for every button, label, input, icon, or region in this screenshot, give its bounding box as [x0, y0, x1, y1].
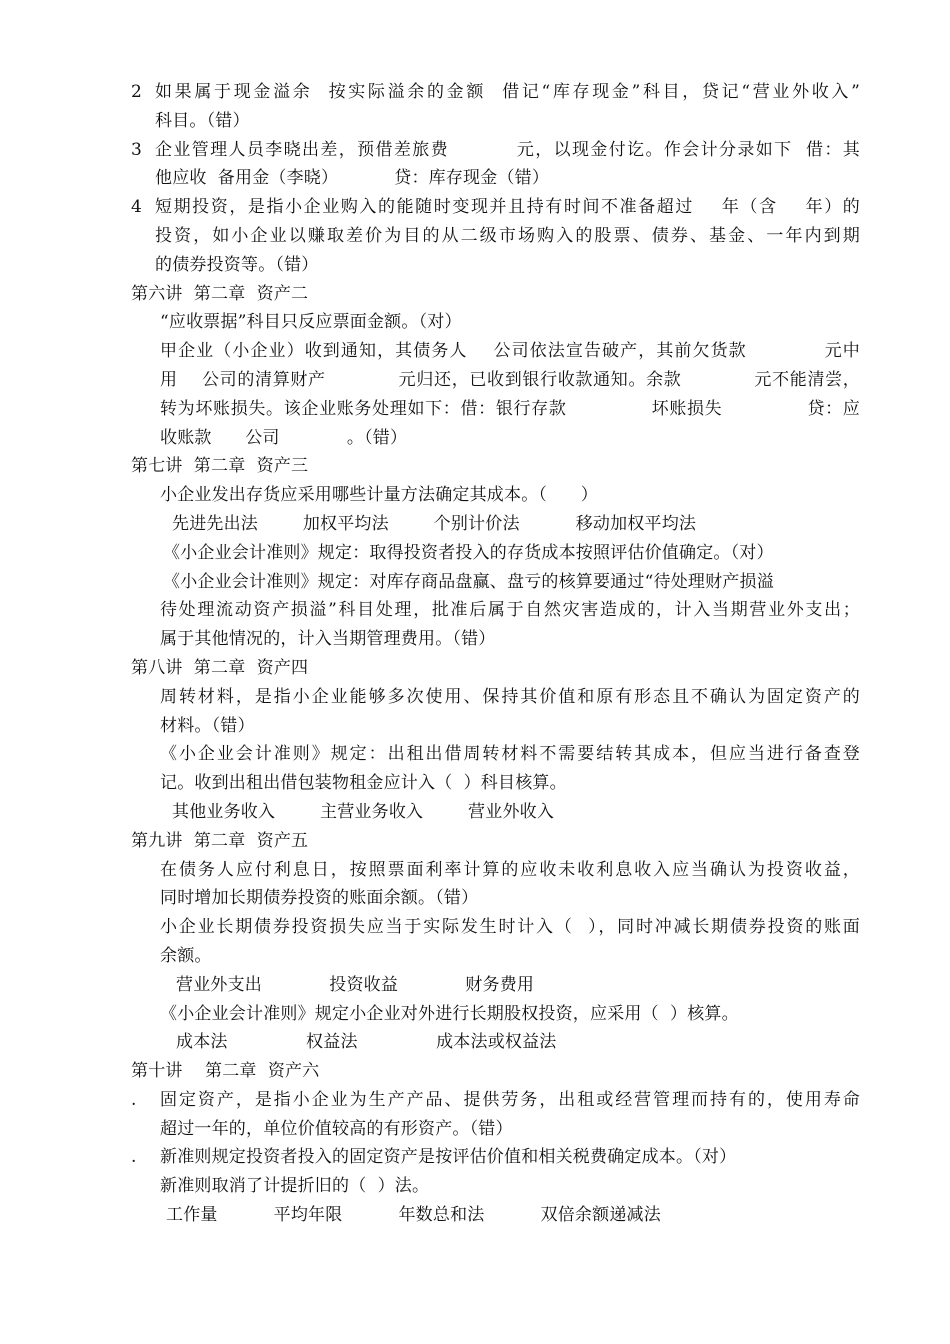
line-text: 《小企业会计准则》规定：对库存商品盘赢、盘亏的核算要通过“待处理财产损溢	[163, 571, 774, 592]
item-number: 4	[131, 197, 143, 218]
text-line	[0, 136, 950, 165]
text-line	[0, 1000, 950, 1029]
section-heading	[0, 280, 950, 309]
options-line	[0, 1201, 950, 1230]
text-line	[0, 596, 950, 625]
line-text: 同时增加长期债券投资的账面余额。（错）	[160, 888, 479, 909]
line-text: 先进先出法 加权平均法 个别计价法 移动加权平均法	[172, 513, 697, 534]
line-text: 第十讲 第二章 资产六	[131, 1061, 320, 1082]
text-line	[0, 740, 950, 769]
line-text: 如果属于现金溢余 按实际溢余的金额 借记“库存现金”科目，贷记“营业外收入”	[155, 82, 860, 102]
text-line	[0, 1086, 950, 1115]
text-line	[0, 625, 950, 654]
text-line	[0, 164, 950, 193]
item-bullet: .	[131, 1089, 137, 1110]
line-text: 企业管理人员李晓出差，预借差旅费 元，以现金付讫。作会计分录如下 借：其	[155, 139, 860, 160]
line-text: 转为坏账损失。该企业账务处理如下：借：银行存款 坏账损失 贷：应	[160, 398, 860, 419]
text-line	[0, 366, 950, 395]
line-text: 固定资产，是指小企业为生产产品、提供劳务，出租或经营管理而持有的，使用寿命	[160, 1089, 860, 1110]
line-text: 科目。（错）	[155, 110, 250, 131]
options-line	[0, 798, 950, 827]
line-text: 新准则规定投资者投入的固定资产是按评估价值和相关税费确定成本。（对）	[160, 1147, 737, 1168]
text-line	[0, 769, 950, 798]
text-line	[0, 712, 950, 741]
text-line	[0, 913, 950, 942]
line-text: 第六讲 第二章 资产二	[131, 283, 309, 304]
text-line	[0, 107, 950, 136]
text-line	[0, 424, 950, 453]
section-heading	[0, 827, 950, 856]
line-text: 的债券投资等。（错）	[155, 254, 319, 275]
line-text: 第九讲 第二章 资产五	[131, 830, 309, 851]
line-text: 第八讲 第二章 资产四	[131, 657, 309, 678]
options-line	[0, 510, 950, 539]
line-text: “应收票据”科目只反应票面金额。（对）	[160, 312, 462, 333]
line-text: 《小企业会计准则》规定：取得投资者投入的存货成本按照评估价值确定。（对）	[163, 542, 774, 563]
line-text: 在债务人应付利息日，按照票面利率计算的应收未收利息收入应当确认为投资收益，	[160, 859, 860, 880]
line-text: 成本法 权益法 成本法或权益法	[176, 1032, 557, 1053]
text-line	[0, 1115, 950, 1144]
line-text: 《小企业会计准则》规定小企业对外进行长期股权投资，应采用（ ）核算。	[160, 1003, 739, 1024]
line-text: 小企业长期债券投资损失应当于实际发生时计入（ ），同时冲减长期债券投资的账面	[160, 917, 860, 938]
item-bullet: .	[131, 1147, 137, 1168]
item-number: 3	[131, 139, 143, 160]
text-line	[0, 78, 950, 107]
line-text: 小企业发出存货应采用哪些计量方法确定其成本。（ ）	[160, 485, 598, 506]
line-text: 《小企业会计准则》规定：出租出借周转材料不需要结转其成本，但应当进行备查登	[160, 744, 860, 765]
line-text: 他应收 备用金（李晓） 贷：库存现金（错）	[155, 168, 550, 189]
text-line	[0, 942, 950, 971]
line-text: 营业外支出 投资收益 财务费用	[176, 974, 535, 995]
text-line	[0, 856, 950, 885]
line-text: 超过一年的，单位价值较高的有形资产。（错）	[160, 1118, 513, 1139]
line-text: 周转材料，是指小企业能够多次使用、保持其价值和原有形态且不确认为固定资产的	[160, 686, 860, 707]
section-heading	[0, 452, 950, 481]
line-text: 工作量 平均年限 年数总和法 双倍余额递减法	[166, 1205, 661, 1226]
line-text: 新准则取消了计提折旧的（ ）法。	[160, 1176, 430, 1197]
options-line	[0, 971, 950, 1000]
text-line	[0, 568, 950, 597]
line-text: 用 公司的清算财产 元归还，已收到银行收款通知。余款 元不能清尝，	[160, 369, 860, 390]
text-line	[0, 884, 950, 913]
text-line	[0, 222, 950, 251]
line-text: 记。收到出租出借包装物租金应计入（ ）科目核算。	[160, 773, 567, 794]
line-text: 材料。（错）	[160, 715, 255, 736]
text-line	[0, 308, 950, 337]
text-line	[0, 539, 950, 568]
text-line	[0, 1172, 950, 1201]
options-line	[0, 1028, 950, 1057]
line-text: 余额。	[160, 945, 212, 966]
text-line	[0, 481, 950, 510]
line-text: 投资，如小企业以赚取差价为目的从二级市场购入的股票、债券、基金、一年内到期	[155, 225, 860, 246]
line-text: 短期投资，是指小企业购入的能随时变现并且持有时间不准备超过 年（含 年）的	[155, 197, 860, 218]
text-line	[0, 337, 950, 366]
text-line	[0, 395, 950, 424]
line-text: 第七讲 第二章 资产三	[131, 456, 309, 477]
text-line	[0, 251, 950, 280]
document-page	[0, 78, 950, 1230]
line-text: 甲企业（小企业）收到通知，其债务人 公司依法宣告破产，其前欠货款 元中	[160, 341, 860, 362]
text-line	[0, 683, 950, 712]
section-heading	[0, 654, 950, 683]
line-text: 其他业务收入 主营业务收入 营业外收入	[172, 801, 555, 822]
item-number: 2	[131, 82, 143, 102]
text-line	[0, 193, 950, 222]
section-heading	[0, 1057, 950, 1086]
text-line	[0, 1143, 950, 1172]
line-text: 属于其他情况的，计入当期管理费用。（错）	[160, 629, 496, 650]
line-text: 收账款 公司 。（错）	[160, 427, 408, 448]
line-text: 待处理流动资产损溢”科目处理，批准后属于自然灾害造成的，计入当期营业外支出；	[160, 600, 860, 621]
